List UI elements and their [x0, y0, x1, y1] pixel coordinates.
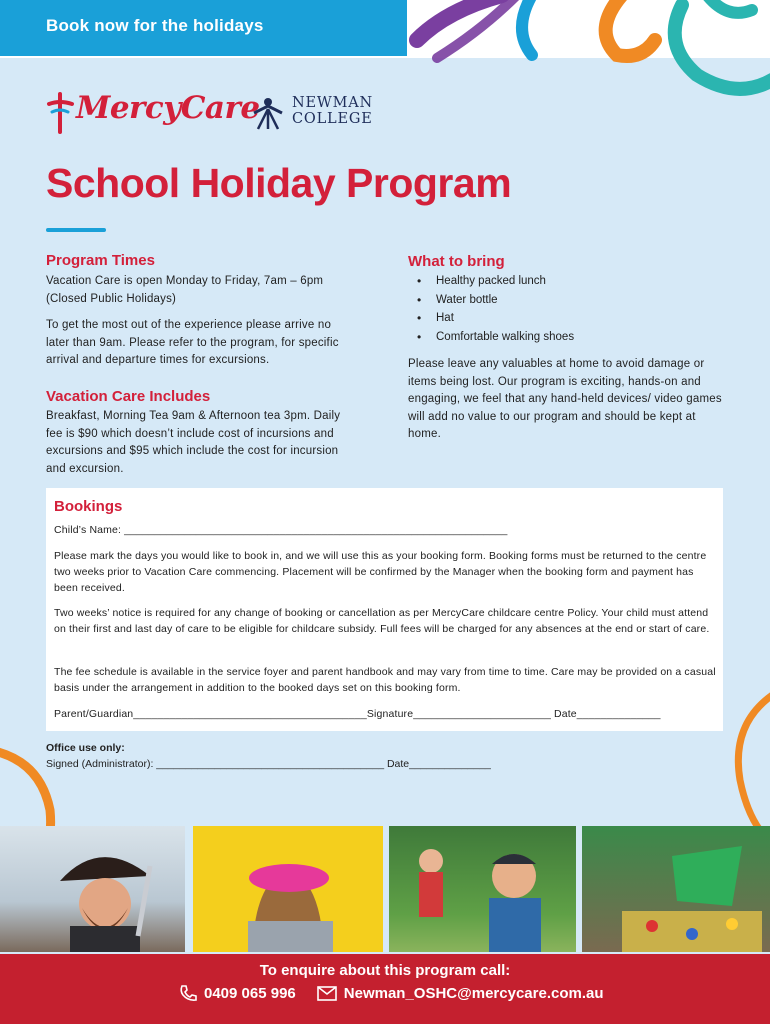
- what-to-bring-list: [408, 272, 728, 346]
- bookings-form: [46, 488, 723, 731]
- includes-text: Breakfast, Morning Tea 9am & Afternoon tea 3pm. Daily fee is $90 which doesn’t include cost of incursions and excursions and $95 which include the cost for incursion and excursion.: [46, 410, 341, 475]
- list-item: • Water bottle: [408, 291, 728, 310]
- mercycare-logo: [46, 88, 260, 140]
- photo-pirate-child: [0, 826, 185, 952]
- list-item: • Hat: [408, 309, 728, 328]
- program-times-heading: Program Times: [46, 252, 155, 269]
- program-times-arrival: To get the most out of the experience please arrive no later than 9am. Please refer to the program, for specific arrival and departure times for excursions.: [46, 319, 339, 366]
- phone-number-link[interactable]: 0409 065 996: [204, 984, 296, 1002]
- book-now-text: Book now for the holidays: [46, 16, 264, 35]
- bookings-notice: Two weeks’ notice is required for any change of booking or cancellation as per MercyCare childcare centre Policy. Your child must attend on their first and last day of care to be eligible for childcare subsidy. Full fees will be charged for any absences at the end or start of care.: [54, 607, 710, 635]
- photo-kids-outdoors: [389, 826, 576, 952]
- title-underline: [46, 228, 106, 232]
- bookings-instructions: Please mark the days you would like to book in, and we will use this as your booking form. Booking forms must be returned to the centre two weeks prior to Vacation Care commencing. Placement will be confirmed by the Manager when the booking form and payment has been received.: [54, 550, 707, 594]
- what-to-bring-section: [408, 253, 728, 444]
- book-now-banner[interactable]: [0, 0, 407, 56]
- program-times-hours: Vacation Care is open Monday to Friday, 7am – 6pm: [46, 275, 324, 287]
- photo-lego-building: [582, 826, 770, 952]
- child-name-field[interactable]: Child’s Name: ________________________________________________________________: [54, 524, 508, 536]
- bookings-fee-schedule: The fee schedule is available in the service foyer and parent handbook and may vary from time to time. Care may be provided on a casual basis under the arrangement in addition to the booked days set on this booking form.: [54, 666, 716, 694]
- enquire-text: To enquire about this program call:: [259, 962, 511, 979]
- list-item: • Healthy packed lunch: [408, 272, 728, 291]
- vacation-care-includes-section: [46, 388, 356, 478]
- mercycare-wordmark: MercyCare: [76, 90, 260, 126]
- newman-college-logo: [250, 94, 390, 134]
- decorative-swirls: [407, 0, 770, 120]
- email-icon: [316, 984, 338, 1002]
- page-title: School Holiday Program: [46, 160, 512, 206]
- includes-heading: Vacation Care Includes: [46, 388, 211, 405]
- newman-text: NEWMAN: [292, 95, 373, 111]
- footer-contact: [0, 954, 770, 1024]
- email-link[interactable]: Newman_OSHC@mercycare.com.au: [343, 984, 604, 1002]
- phone-icon: [178, 984, 198, 1002]
- list-item: • Comfortable walking shoes: [408, 328, 728, 347]
- photo-child-mask: [193, 826, 383, 952]
- mercycare-cross-icon: [46, 90, 76, 136]
- office-use-section: [46, 740, 646, 772]
- program-times-closed: (Closed Public Holidays): [46, 292, 177, 305]
- office-use-heading: Office use only:: [46, 742, 125, 754]
- bookings-heading: Bookings: [54, 498, 123, 515]
- signature-line[interactable]: Parent/Guardian_______________________________________Signature_______________________ Date______________: [54, 708, 661, 720]
- valuables-note: Please leave any valuables at home to avoid damage or items being lost. Our program is exciting, hands-on and engaging, we feel that any hand-held devices/ video games will add no value to our program and should be kept at home.: [408, 358, 722, 440]
- college-text: COLLEGE: [292, 111, 373, 127]
- what-to-bring-heading: What to bring: [408, 253, 505, 270]
- program-times-section: [46, 252, 356, 370]
- admin-signature-line[interactable]: Signed (Administrator): _______________________________________ Date______________: [46, 758, 491, 770]
- newman-emblem-icon: [250, 95, 286, 131]
